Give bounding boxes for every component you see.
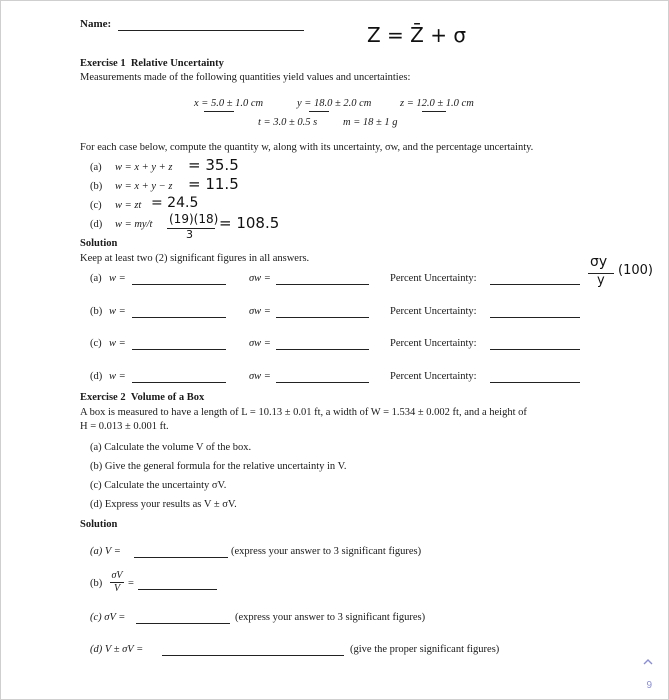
ex2-sol-a-label: (a) V =: [90, 546, 121, 557]
sol-d-w-blank[interactable]: [132, 382, 226, 383]
case-d-expr: w = my/t: [115, 219, 153, 230]
name-field-line[interactable]: [118, 30, 304, 31]
ex2-sol-a-note: (express your answer to 3 significant figures): [231, 546, 422, 557]
hw-pct-multiplier: (100): [618, 263, 653, 278]
ex2-item-d: (d) Express your results as V ± σV.: [90, 499, 237, 510]
sol-b-sigma-blank[interactable]: [276, 317, 369, 318]
sol-b-pct-blank[interactable]: [490, 317, 580, 318]
sol-d-pct: Percent Uncertainty:: [390, 371, 477, 382]
sol-b-sigma: σw =: [249, 306, 271, 317]
measurement-y: y = 18.0 ± 2.0 cm: [297, 98, 372, 109]
ex2-sol-d-label: (d) V ± σV =: [90, 644, 144, 655]
sol-d-pct-blank[interactable]: [490, 382, 580, 383]
exercise-2-intro-line1: A box is measured to have a length of L = 10.13 ± 0.01 ft, a width of W = 1.534 ± 0.002 ft, and a height of: [80, 407, 527, 418]
solution-1-keep-note: Keep at least two (2) significant figures in all answers.: [80, 253, 310, 264]
hw-case-c-answer: = 24.5: [151, 195, 199, 211]
page-number: 9: [646, 680, 652, 691]
hw-underline-y: [309, 111, 329, 112]
ex2-item-a: (a) Calculate the volume V of the box.: [90, 442, 252, 453]
sol-a-w: w =: [109, 273, 126, 284]
sol-b-w-blank[interactable]: [132, 317, 226, 318]
ex2-sol-a-blank[interactable]: [134, 557, 228, 558]
ex2-item-c: (c) Calculate the uncertainty σV.: [90, 480, 227, 491]
exercise-2-intro-line2: H = 0.013 ± 0.001 ft.: [80, 421, 169, 432]
measurement-t: t = 3.0 ± 0.5 s: [258, 117, 318, 128]
ex2-sol-c-note: (express your answer to 3 significant figures): [235, 612, 426, 623]
ex2-sol-b-denominator: V: [113, 583, 121, 594]
ex2-item-b: (b) Give the general formula for the relative uncertainty in V.: [90, 461, 347, 472]
sol-d-w: w =: [109, 371, 126, 382]
sol-b-label: (b): [90, 306, 103, 317]
sol-a-w-blank[interactable]: [132, 284, 226, 285]
sol-d-label: (d): [90, 371, 103, 382]
hw-underline-z: [422, 111, 446, 112]
name-label: Name:: [80, 18, 112, 30]
sol-c-sigma-blank[interactable]: [276, 349, 369, 350]
ex2-sol-b-numerator: σV: [111, 570, 123, 581]
handwritten-formula: Z = Z̄ + σ: [367, 23, 467, 47]
chevron-up-icon[interactable]: [643, 657, 653, 667]
sol-a-pct-blank[interactable]: [490, 284, 580, 285]
sol-b-pct: Percent Uncertainty:: [390, 306, 477, 317]
sol-c-pct: Percent Uncertainty:: [390, 338, 477, 349]
case-c-expr: w = zt: [115, 200, 142, 211]
case-c-label: (c): [90, 200, 102, 211]
sol-a-label: (a): [90, 273, 102, 284]
ex2-sol-c-blank[interactable]: [136, 623, 230, 624]
sol-c-w: w =: [109, 338, 126, 349]
sol-a-sigma: σw =: [249, 273, 271, 284]
hw-case-b-answer: = 11.5: [188, 175, 239, 193]
measurement-z: z = 12.0 ± 1.0 cm: [400, 98, 474, 109]
hw-pct-denominator: y: [597, 273, 605, 288]
case-d-label: (d): [90, 219, 103, 230]
sol-c-label: (c): [90, 338, 102, 349]
hw-underline-x: [204, 111, 234, 112]
solution-1-title: Solution: [80, 238, 118, 249]
case-a-label: (a): [90, 162, 102, 173]
measurement-x: x = 5.0 ± 1.0 cm: [194, 98, 264, 109]
sol-b-w: w =: [109, 306, 126, 317]
hw-case-a-answer: = 35.5: [188, 156, 239, 174]
sol-c-sigma: σw =: [249, 338, 271, 349]
ex2-sol-b-equals: =: [128, 578, 134, 589]
hw-case-d-answer: = 108.5: [219, 214, 280, 232]
ex2-sol-b-label: (b): [90, 578, 103, 589]
hw-case-d-numerator: (19)(18): [169, 212, 219, 226]
sol-c-w-blank[interactable]: [132, 349, 226, 350]
ex2-sol-b-blank[interactable]: [138, 589, 217, 590]
ex2-sol-c-label: (c) σV =: [90, 612, 126, 623]
case-b-label: (b): [90, 181, 103, 192]
case-a-expr: w = x + y + z: [115, 162, 173, 173]
exercise-1-title: Exercise 1 Relative Uncertainty: [80, 58, 224, 69]
measurement-m: m = 18 ± 1 g: [343, 117, 398, 128]
hw-case-d-denominator: 3: [186, 228, 193, 241]
sol-d-sigma: σw =: [249, 371, 271, 382]
solution-2-title: Solution: [80, 519, 118, 530]
ex2-sol-d-blank[interactable]: [162, 655, 344, 656]
exercise-1-task: For each case below, compute the quantity w, along with its uncertainty, σw, and the percentage uncertainty.: [80, 142, 534, 153]
sol-a-pct: Percent Uncertainty:: [390, 273, 477, 284]
hw-pct-numerator: σy: [590, 254, 608, 270]
sol-c-pct-blank[interactable]: [490, 349, 580, 350]
case-b-expr: w = x + y − z: [115, 181, 173, 192]
sol-a-sigma-blank[interactable]: [276, 284, 369, 285]
exercise-1-intro: Measurements made of the following quantities yield values and uncertainties:: [80, 72, 411, 83]
ex2-sol-d-note: (give the proper significant figures): [350, 644, 500, 655]
sol-d-sigma-blank[interactable]: [276, 382, 369, 383]
exercise-2-title: Exercise 2 Volume of a Box: [80, 392, 205, 403]
